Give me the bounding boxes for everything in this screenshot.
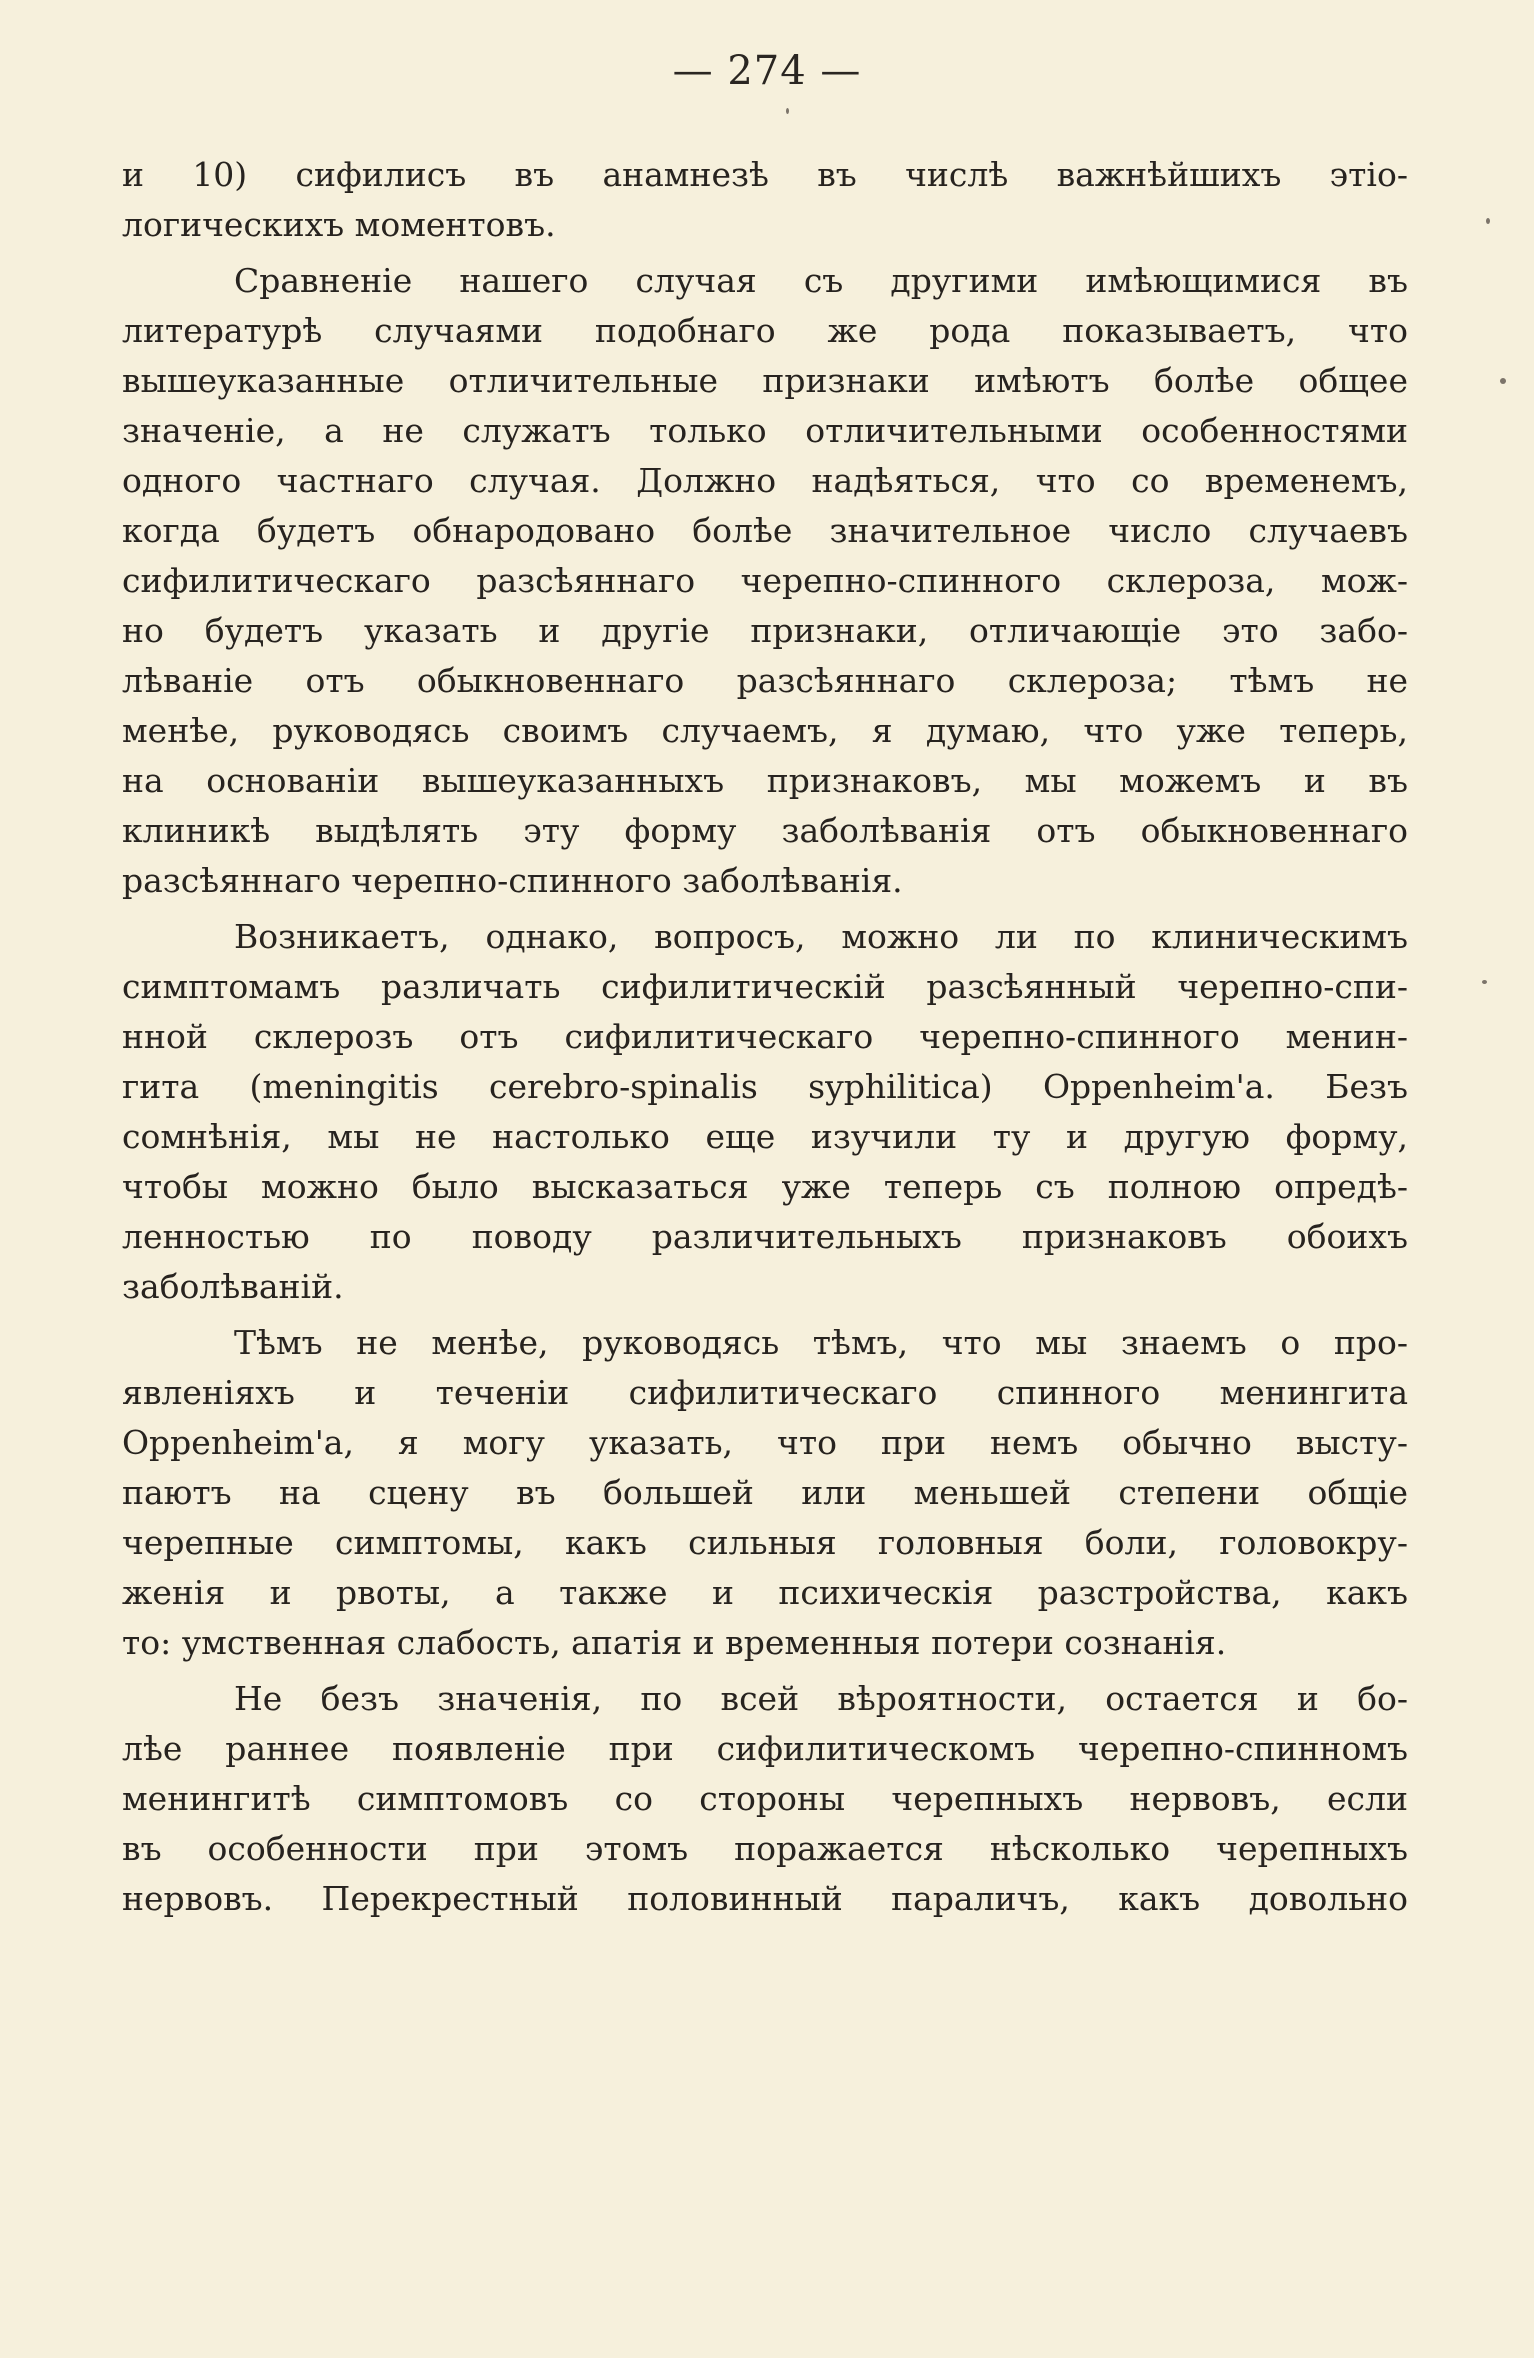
text-line: лѣваніе отъ обыкновеннаго разсѣяннаго склероза; тѣмъ не — [122, 661, 1408, 700]
text-line: паютъ на сцену въ большей или меньшей степени общіе — [122, 1473, 1408, 1512]
text-line: Oppenheim'а, я могу указать, что при немъ обычно высту- — [122, 1423, 1408, 1462]
margin-speck — [1486, 218, 1490, 224]
text-line: сомнѣнія, мы не настолько еще изучили ту и другую форму, — [122, 1117, 1408, 1156]
margin-speck — [1500, 378, 1506, 384]
text-line: Возникаетъ, однако, вопросъ, можно ли по клиническимъ — [234, 917, 1408, 956]
text-line: литературѣ случаями подобнаго же рода показываетъ, что — [122, 311, 1408, 350]
text-line: разсѣяннаго черепно-спинного заболѣванія. — [122, 861, 903, 900]
text-line: лѣе раннее появленіе при сифилитическомъ черепно-спинномъ — [122, 1729, 1408, 1768]
text-line: значеніе, а не служатъ только отличительными особенностями — [122, 411, 1408, 450]
text-line: когда будетъ обнародовано болѣе значительное число случаевъ — [122, 511, 1408, 550]
margin-speck — [786, 108, 789, 114]
text-line: Сравненіе нашего случая съ другими имѣющимися въ — [234, 261, 1408, 300]
margin-speck — [1482, 980, 1487, 984]
text-line: черепные симптомы, какъ сильныя головныя боли, головокру- — [122, 1523, 1408, 1562]
text-line: то: умственная слабость, апатія и временныя потери сознанія. — [122, 1623, 1227, 1662]
text-line: клиникѣ выдѣлять эту форму заболѣванія отъ обыкновеннаго — [122, 811, 1408, 850]
text-line: логическихъ моментовъ. — [122, 205, 556, 244]
text-line: явленіяхъ и теченіи сифилитическаго спинного менингита — [122, 1373, 1408, 1412]
text-line: въ особенности при этомъ поражается нѣсколько черепныхъ — [122, 1829, 1408, 1868]
text-line: менингитѣ симптомовъ со стороны черепныхъ нервовъ, если — [122, 1779, 1408, 1818]
text-line: Не безъ значенія, по всей вѣроятности, остается и бо- — [234, 1679, 1408, 1718]
text-line: но будетъ указать и другіе признаки, отличающіе это забо- — [122, 611, 1408, 650]
text-line: сифилитическаго разсѣяннаго черепно-спинного склероза, мож- — [122, 561, 1408, 600]
text-line: одного частнаго случая. Должно надѣяться, что со временемъ, — [122, 461, 1408, 500]
page-number: — 274 — — [672, 48, 862, 94]
text-line: вышеуказанные отличительные признаки имѣютъ болѣе общее — [122, 361, 1408, 400]
text-line: на основаніи вышеуказанныхъ признаковъ, мы можемъ и въ — [122, 761, 1408, 800]
text-line: нной склерозъ отъ сифилитическаго черепно-спинного менин- — [122, 1017, 1408, 1056]
body-text — [122, 150, 1408, 1924]
text-line: чтобы можно было высказаться уже теперь съ полною опредѣ- — [122, 1167, 1408, 1206]
text-line: и 10) сифилисъ въ анамнезѣ въ числѣ важнѣйшихъ этіо- — [122, 155, 1408, 194]
text-line: ленностью по поводу различительныхъ признаковъ обоихъ — [122, 1217, 1408, 1256]
text-line: гита (meningitis cerebro-spinalis syphilitica) Oppenheim'а. Безъ — [122, 1067, 1408, 1106]
text-line: симптомамъ различать сифилитическій разсѣянный черепно-спи- — [122, 967, 1408, 1006]
text-line: женія и рвоты, а также и психическія разстройства, какъ — [122, 1573, 1408, 1612]
text-line: Тѣмъ не менѣе, руководясь тѣмъ, что мы знаемъ о про- — [234, 1323, 1408, 1362]
text-line: менѣе, руководясь своимъ случаемъ, я думаю, что уже теперь, — [122, 711, 1408, 750]
text-line: нервовъ. Перекрестный половинный параличъ, какъ довольно — [122, 1879, 1408, 1918]
text-line: заболѣваній. — [122, 1267, 344, 1306]
